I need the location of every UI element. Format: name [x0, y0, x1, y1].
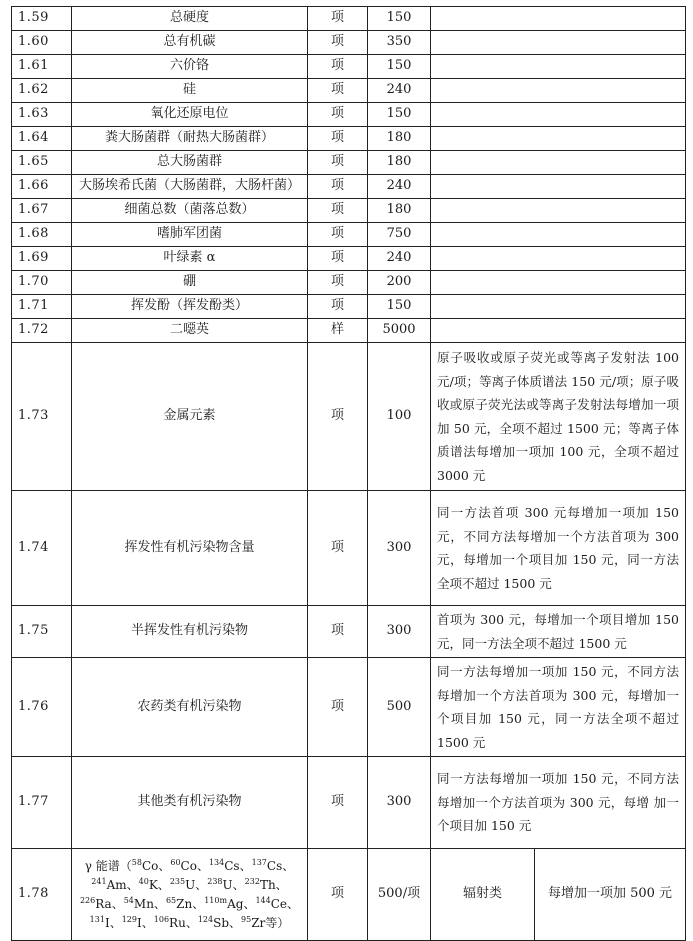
- isotope-element: Cs: [266, 858, 283, 873]
- item-category: 辐射类: [431, 849, 535, 940]
- isotope-element: U: [222, 877, 233, 892]
- isotope-mass: 144: [255, 895, 271, 905]
- item-number: 1.63: [12, 103, 72, 127]
- item-note: [431, 55, 686, 79]
- item-number: 1.71: [12, 295, 72, 319]
- table-row: [12, 151, 686, 175]
- item-name: γ 能谱（$^{58}$Co、$^{60}$Co、$^{134}$Cs、$^{137}$Cs、$^{241}$Am、$^{40}$K、$^{235}$U、$^{238}$U、$^{232}$Th、$^{226}$Ra、$^{54}$Mn、$^{65}$Zn、$^{110m}$Ag、$^{144}$Ce、$^{131}$I、$^{129}$I、$^{106}$Ru、$^{124}$Sb、$^{95}$Zr等）: [72, 849, 308, 941]
- isotope-element: K: [148, 877, 158, 892]
- isotope: [252, 859, 283, 873]
- item-name: 硼: [72, 271, 308, 295]
- item-unit: 项: [308, 343, 368, 491]
- isotope-element: Mn: [133, 896, 154, 911]
- item-name: 大肠埃希氏菌（大肠菌群，大肠杆菌）: [72, 175, 308, 199]
- item-price: 200: [368, 271, 431, 295]
- item-price: 180: [368, 151, 431, 175]
- item-name: 六价铬: [72, 55, 308, 79]
- item-number: 1.66: [12, 175, 72, 199]
- item-name: 二噁英: [72, 319, 308, 343]
- item-unit: 项: [308, 31, 368, 55]
- item-unit: 项: [308, 223, 368, 247]
- item-price: 240: [368, 79, 431, 103]
- item-note: [431, 103, 686, 127]
- table-row: [12, 658, 686, 757]
- item-number: 1.65: [12, 151, 72, 175]
- item-note: 同一方法每增加一项加 150 元，不同方法每增加一个方法首项为 300 元，每增加一个项目加 150 元，同一方法全项不超过 1500 元: [431, 658, 686, 757]
- table-row: [12, 319, 686, 343]
- item-unit: 项: [308, 491, 368, 606]
- isotope-mass: 95: [241, 914, 252, 924]
- isotope-mass: 137: [251, 857, 267, 867]
- item-name: 半挥发性有机污染物: [72, 606, 308, 658]
- item-unit: 项: [308, 271, 368, 295]
- item-unit: 项: [308, 55, 368, 79]
- item-name: 氧化还原电位: [72, 103, 308, 127]
- isotope: [80, 897, 112, 911]
- table-row: [12, 223, 686, 247]
- isotope-mass: 235: [169, 876, 186, 886]
- table-row: [12, 757, 686, 849]
- item-price: 240: [368, 175, 431, 199]
- item-price: 500: [368, 658, 431, 757]
- isotope-mass: 106: [153, 914, 170, 924]
- item-number: 1.61: [12, 55, 72, 79]
- price-table-body: [12, 7, 686, 941]
- item-name: 金属元素: [72, 343, 308, 491]
- item-unit: 项: [308, 849, 368, 941]
- item-note: [431, 175, 686, 199]
- isotope-element: Ra: [95, 896, 112, 911]
- item-note: [431, 31, 686, 55]
- isotope-mass: 134: [208, 857, 225, 867]
- isotope-element: I: [137, 915, 142, 930]
- table-row: [12, 343, 686, 491]
- table-row: [12, 606, 686, 658]
- item-unit: 项: [308, 295, 368, 319]
- item-note: 同一方法首项 300 元每增加一项加 150 元，不同方法每增加一个方法首项为 300 元，每增加一个项目加 150 元，同一方法全项不超过 1500 元: [431, 491, 686, 606]
- item-number: 1.77: [12, 757, 72, 849]
- item-number: 1.60: [12, 31, 72, 55]
- item-number: 1.76: [12, 658, 72, 757]
- isotope-element: Ce: [270, 896, 288, 911]
- isotope-element: Co: [180, 858, 197, 873]
- item-note: [431, 271, 686, 295]
- price-table: [11, 6, 686, 941]
- item-unit: 项: [308, 7, 368, 31]
- item-price: 180: [368, 127, 431, 151]
- item-price: 180: [368, 199, 431, 223]
- isotope-mass: 124: [197, 914, 214, 924]
- item-note: [431, 199, 686, 223]
- isotope-element: Co: [141, 858, 159, 873]
- table-row: [12, 247, 686, 271]
- item-price: 240: [368, 247, 431, 271]
- item-unit: 项: [308, 151, 368, 175]
- item-note: [431, 849, 686, 941]
- item-unit: 项: [308, 79, 368, 103]
- isotope-mass: 110m: [204, 895, 228, 905]
- note-split: [431, 849, 685, 940]
- item-unit: 项: [308, 103, 368, 127]
- item-number: 1.59: [12, 7, 72, 31]
- item-number: 1.68: [12, 223, 72, 247]
- isotope-element: Am: [106, 877, 127, 892]
- item-name: 总有机碳: [72, 31, 308, 55]
- item-price: 5000: [368, 319, 431, 343]
- isotope: [170, 878, 195, 892]
- item-name: 总大肠菌群: [72, 151, 308, 175]
- isotope: [139, 878, 158, 892]
- isotope: [207, 878, 232, 892]
- table-row: [12, 199, 686, 223]
- isotope: [122, 916, 142, 930]
- item-note: [431, 7, 686, 31]
- isotope-mass: 58: [131, 857, 142, 867]
- item-number: 1.78: [12, 849, 72, 941]
- item-price: 300: [368, 606, 431, 658]
- item-name: 细菌总数（菌落总数）: [72, 199, 308, 223]
- item-note: [431, 319, 686, 343]
- item-note-text: 每增加一项加 500 元: [547, 886, 673, 902]
- item-note: [431, 127, 686, 151]
- table-row: [12, 79, 686, 103]
- isotope: [255, 897, 287, 911]
- isotope: [241, 916, 265, 930]
- item-name: 嗜肺军团菌: [72, 223, 308, 247]
- item-unit: 样: [308, 319, 368, 343]
- item-price: 500/项: [368, 849, 431, 941]
- item-number: 1.72: [12, 319, 72, 343]
- item-price: 750: [368, 223, 431, 247]
- isotope: [132, 859, 159, 873]
- item-note: [431, 151, 686, 175]
- item-name: 叶绿素 α: [72, 247, 308, 271]
- item-number: 1.69: [12, 247, 72, 271]
- table-row: [12, 271, 686, 295]
- item-price: 300: [368, 757, 431, 849]
- table-row: [12, 295, 686, 319]
- isotope-element: Zr: [251, 915, 266, 930]
- gamma-name-prefix: γ 能谱（: [84, 858, 132, 873]
- isotope: [245, 878, 276, 892]
- item-name: 挥发酚（挥发酚类）: [72, 295, 308, 319]
- isotope: [154, 916, 186, 930]
- item-unit: 项: [308, 606, 368, 658]
- isotope: [90, 916, 110, 930]
- isotope-element: Sb: [213, 915, 230, 930]
- item-note: [431, 247, 686, 271]
- table-row: [12, 491, 686, 606]
- item-note: 原子吸收或原子荧光或等离子发射法 100 元/项；等离子体质谱法 150 元/项；原子吸收或原子荧光法或等离子发射法每增加一项加 50 元，全项不超过 1500 元；等离子体质谱法每增加一项加 100 元，全项不超过 3000 元: [431, 343, 686, 491]
- isotope: [198, 916, 229, 930]
- isotope: [170, 859, 197, 873]
- isotope: [91, 878, 126, 892]
- item-price: 300: [368, 491, 431, 606]
- item-unit: 项: [308, 658, 368, 757]
- item-name: 粪大肠菌群（耐热大肠菌群）: [72, 127, 308, 151]
- item-unit: 项: [308, 199, 368, 223]
- item-price: 150: [368, 103, 431, 127]
- item-price: 100: [368, 343, 431, 491]
- isotope-mass: 40: [138, 876, 149, 886]
- item-unit: 项: [308, 247, 368, 271]
- isotope-mass: 238: [207, 876, 223, 886]
- isotope-mass: 131: [89, 914, 105, 924]
- table-row: [12, 103, 686, 127]
- item-name: 总硬度: [72, 7, 308, 31]
- item-note: [431, 223, 686, 247]
- isotope-element: Zn: [176, 896, 193, 911]
- isotope-element: U: [185, 877, 196, 892]
- gamma-name-suffix: 等）: [265, 915, 290, 930]
- isotope: [204, 897, 243, 911]
- item-unit: 项: [308, 757, 368, 849]
- item-number: 1.73: [12, 343, 72, 491]
- table-row: [12, 55, 686, 79]
- item-name: 硅: [72, 79, 308, 103]
- isotope-element: Th: [259, 877, 276, 892]
- item-number: 1.74: [12, 491, 72, 606]
- isotope: [209, 859, 240, 873]
- item-name: 其他类有机污染物: [72, 757, 308, 849]
- table-row: [12, 175, 686, 199]
- item-note: 同一方法每增加一项加 150 元，不同方法每增加一个方法首项为 300 元，每增 加一个项目加 150 元: [431, 757, 686, 849]
- isotope-element: Ru: [169, 915, 186, 930]
- table-row: [12, 31, 686, 55]
- isotope-mass: 241: [91, 876, 107, 886]
- item-number: 1.70: [12, 271, 72, 295]
- item-number: 1.62: [12, 79, 72, 103]
- isotope-mass: 54: [123, 895, 134, 905]
- item-price: 150: [368, 55, 431, 79]
- isotope-mass: 129: [121, 914, 137, 924]
- isotope-element: Cs: [224, 858, 240, 873]
- item-price: 150: [368, 295, 431, 319]
- item-unit: 项: [308, 175, 368, 199]
- item-note: 首项为 300 元，每增加一个项目增加 150 元，同一方法全项不超过 1500 元: [431, 606, 686, 658]
- item-number: 1.75: [12, 606, 72, 658]
- item-number: 1.64: [12, 127, 72, 151]
- item-name: 挥发性有机污染物含量: [72, 491, 308, 606]
- isotope-element: I: [104, 915, 110, 930]
- isotope: [166, 897, 192, 911]
- item-note: [431, 295, 686, 319]
- item-unit: 项: [308, 127, 368, 151]
- isotope-element: Ag: [227, 896, 244, 911]
- table-row: [12, 127, 686, 151]
- table-row: [12, 7, 686, 31]
- isotope-mass: 60: [170, 857, 181, 867]
- item-note: [431, 79, 686, 103]
- isotope: [124, 897, 154, 911]
- item-price: 150: [368, 7, 431, 31]
- item-price: 350: [368, 31, 431, 55]
- item-name: 农药类有机污染物: [72, 658, 308, 757]
- isotope-mass: 226: [79, 895, 96, 905]
- isotope-mass: 65: [165, 895, 177, 905]
- table-row: [12, 849, 686, 941]
- isotope-mass: 232: [244, 876, 260, 886]
- item-number: 1.67: [12, 199, 72, 223]
